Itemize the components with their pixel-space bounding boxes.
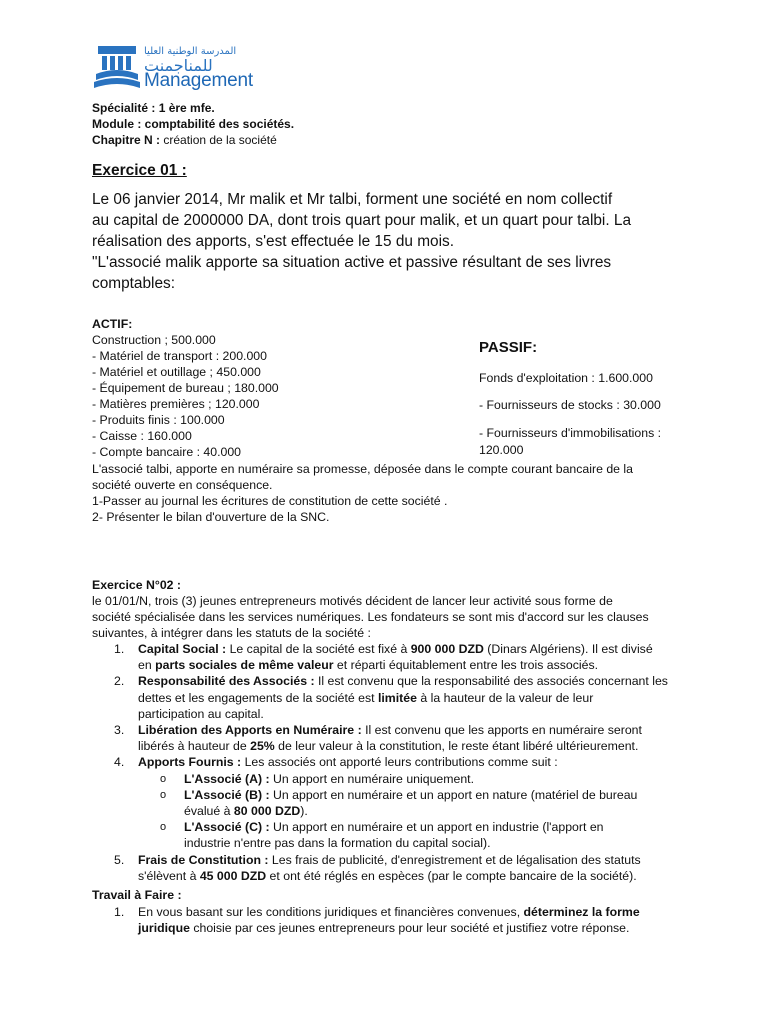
passif-item: - Fournisseurs d'immobilisations : (479, 426, 662, 440)
associate-b: o L'Associé (B) : Un apport en numéraire et un apport en nature (matériel de bureau évalué à 80 000 DZD). (160, 787, 638, 819)
exercise-2-title: Exercice N°02 : (92, 578, 182, 592)
actif-item: - Matériel et outillage ; 450.000 (92, 365, 261, 379)
ex1-after-line: société ouverte en conséquence. (92, 478, 273, 492)
circle-bullet-icon: o (160, 772, 167, 785)
clause-frais-constitution: 5. Frais de Constitution : Les frais de publicité, d'enregistrement et de légalisation des statuts s'élèvent à 45 000 DZD et ont été réglés en espèces (par le compte bancaire de la société). (114, 852, 641, 883)
actif-item: - Matières premières ; 120.000 (92, 397, 260, 411)
logo-name: Management (144, 70, 253, 91)
task-1: 1. En vous basant sur les conditions juridiques et financières convenues, déterminez la forme juridique choisie par ces jeunes entrepreneurs pour leur société et justifiez votre réponse. (114, 905, 640, 936)
circle-bullet-icon: o (160, 821, 167, 834)
clause-capital-social: 1. Capital Social : Le capital de la société est fixé à 900 000 DZD (Dinars Algériens). Il est divisé en parts sociales de même valeur et réparti équitablement entre les trois associés. (114, 642, 653, 673)
ex1-para-line: comptables: (92, 275, 175, 292)
passif-item: 120.000 (479, 443, 524, 457)
clause-responsabilite: 2. Responsabilité des Associés : Il est convenu que la responsabilité des associés concernant les dettes et les engagements de la société est limitée à la hauteur de la valeur de leur participation au capital. (114, 674, 668, 721)
ex1-para-line: au capital de 2000000 DA, dont trois quart pour malik, et un quart pour talbi. La (92, 212, 632, 229)
passif-item: - Fournisseurs de stocks : 30.000 (479, 398, 661, 412)
logo-arabic-line1: المدرسة الوطنية العليا (144, 46, 237, 57)
specialite-line: Spécialité : 1 ère mfe. (92, 101, 215, 115)
ex1-para-line: "L'associé malik apporte sa situation active et passive résultant de ses livres (92, 254, 612, 271)
actif-item: - Équipement de bureau ; 180.000 (92, 381, 279, 395)
ex2-intro-line: le 01/01/N, trois (3) jeunes entrepreneurs motivés décident de lancer leur activité sous forme de (92, 594, 613, 608)
actif-title: ACTIF: (92, 317, 133, 331)
chapitre-line: Chapitre N : création de la société (92, 133, 277, 147)
ex2-intro-line: société spécialisée dans les services numériques. Les fondateurs se sont mis d'accord sur les clauses (92, 610, 649, 624)
tasks-list (92, 904, 640, 936)
school-logo (92, 44, 253, 91)
associate-c: o L'Associé (C) : Un apport en numéraire et un apport en industrie (l'apport en industrie n'entre pas dans la formation du capital social). (160, 820, 604, 851)
logo-arabic-line2: للمناجمنت (144, 56, 213, 75)
exercise-1-title: Exercice 01 : (92, 162, 187, 179)
clauses-list (92, 641, 692, 884)
ex1-para-line: Le 06 janvier 2014, Mr malik et Mr talbi, forment une société en nom collectif (92, 191, 613, 208)
actif-item: Construction ; 500.000 (92, 333, 216, 347)
passif-title: PASSIF: (479, 339, 538, 356)
actif-item: - Produits finis : 100.000 (92, 413, 225, 427)
ex1-question-2: 2- Présenter le bilan d'ouverture de la SNC. (92, 510, 330, 524)
ex1-after-line: L'associé talbi, apporte en numéraire sa promesse, déposée dans le compte courant bancaire de la (92, 462, 634, 476)
travail-title: Travail à Faire : (92, 888, 182, 902)
circle-bullet-icon: o (160, 788, 167, 801)
actif-item: - Caisse : 160.000 (92, 429, 192, 443)
ex2-intro-line: suivantes, à intégrer dans les statuts de la société : (92, 626, 371, 640)
module-line: Module : comptabilité des sociétés. (92, 117, 295, 131)
ex1-question-1: 1-Passer au journal les écritures de constitution de cette société . (92, 494, 448, 508)
building-book-icon (92, 44, 142, 90)
passif-item: Fonds d'exploitation : 1.600.000 (479, 371, 653, 385)
associates-list (138, 771, 692, 852)
associate-a: o L'Associé (A) : Un apport en numéraire uniquement. (160, 771, 474, 786)
clause-liberation: 3. Libération des Apports en Numéraire : Il est convenu que les apports en numéraire seront libérés à hauteur de 25% de leur valeur à la constitution, le reste étant libéré ultérieurement. (114, 723, 642, 754)
ex1-para-line: réalisation des apports, s'est effectuée le 15 du mois. (92, 233, 454, 250)
actif-item: - Compte bancaire : 40.000 (92, 445, 242, 459)
clause-apports-fournis: 4. Apports Fournis : Les associés ont apporté leurs contributions comme suit : o L'Associé (A) : Un apport en numéraire uniquement. o L'Associé (B) : Un apport en numéraire et un apport en nature (matériel de bureau évalué à 80 000 DZD). o L'Associé (C) : Un apport en numéraire et un apport en industrie (l'apport en industrie n'entre pas dans la formation du capital social). (92, 754, 692, 851)
actif-item: - Matériel de transport : 200.000 (92, 349, 267, 363)
